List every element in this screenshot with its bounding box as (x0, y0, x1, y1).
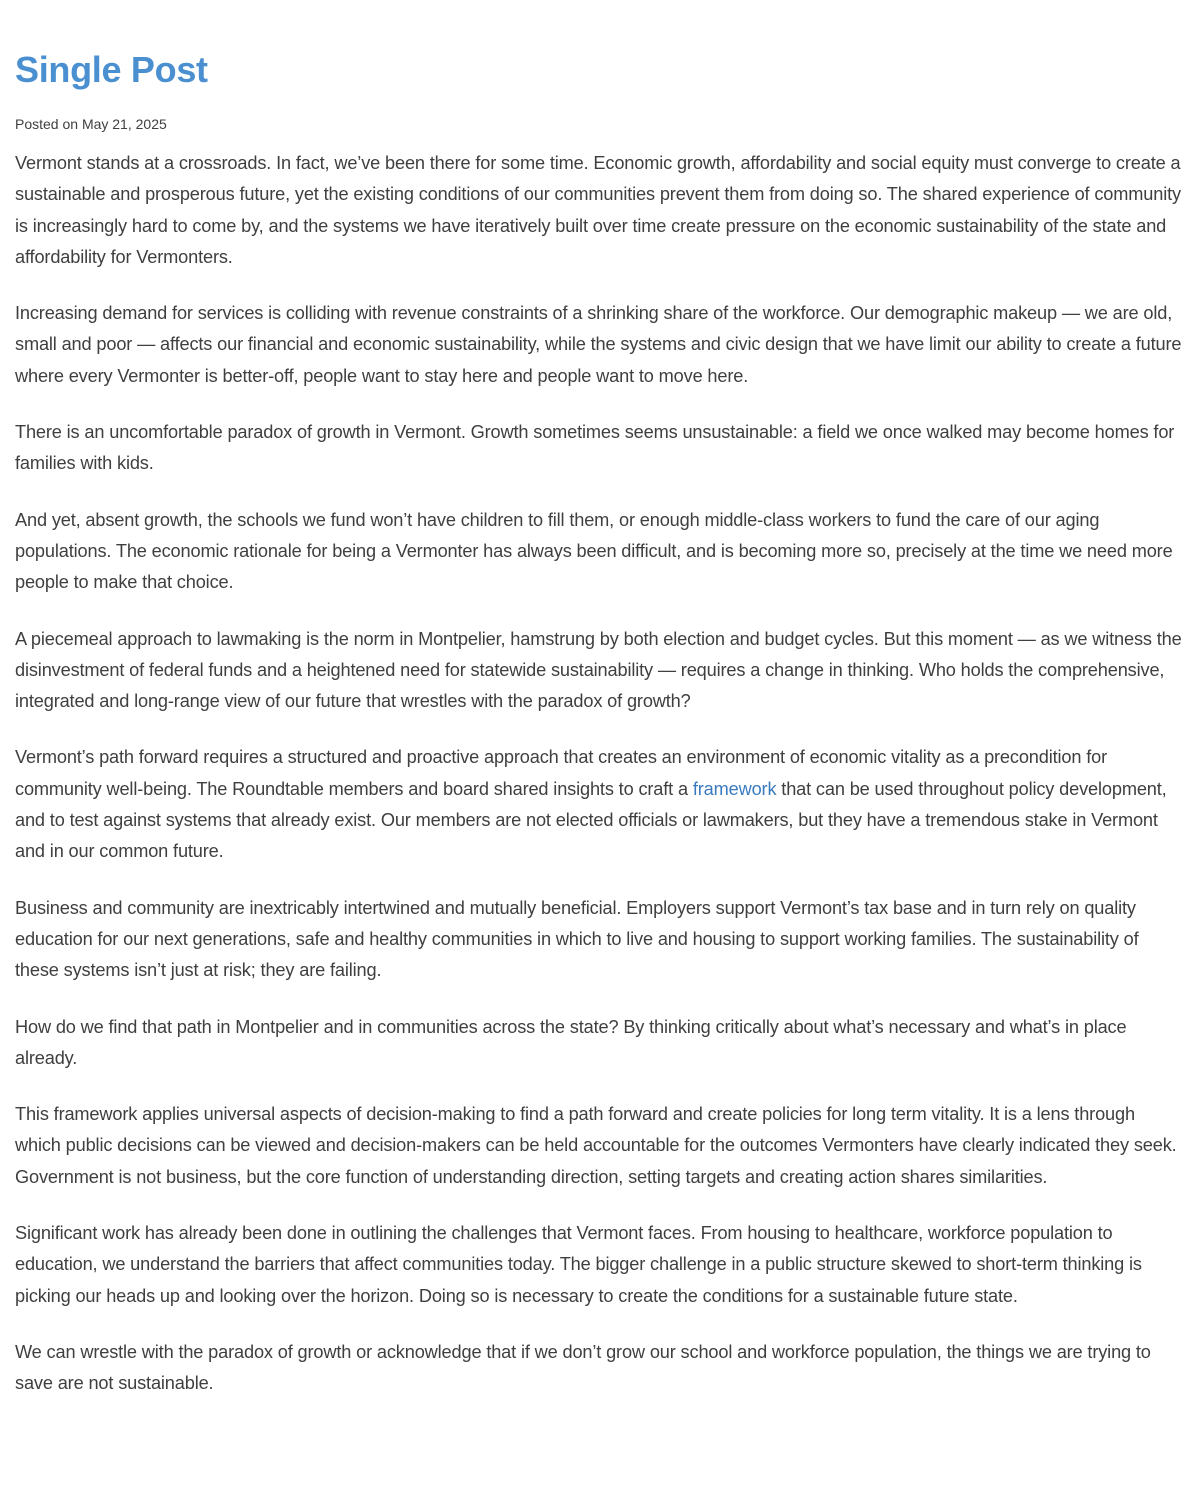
post-body (15, 148, 1185, 1400)
paragraph-6-framework (15, 742, 1185, 867)
framework-link[interactable]: framework (692, 778, 777, 799)
paragraph-7: Business and community are inextricably intertwined and mutually beneficial. Employers support Vermont’s tax base and in turn rely on quality education for our next generations, safe and healthy communities in which to live and housing to support working families. The sustainability of these systems isn’t just at risk; they are failing. (15, 897, 1139, 981)
framework-text-before: Vermont’s path forward requires a structured and proactive approach that creates an environment of economic vitality as a precondition for community well-being. The Roundtable members and board shared insights to craft a (15, 747, 1108, 799)
paragraph-2: Increasing demand for services is colliding with revenue constraints of a shrinking share of the workforce. Our demographic makeup — we are old, small and poor — affects our financial and economic sustainability, while the systems and civic design that we have limit our ability to create a future where every Vermonter is better-off, people want to stay here and people want to move here. (15, 303, 1182, 386)
paragraph-8: How do we find that path in Montpelier and in communities across the state? By thinking critically about what’s necessary and what’s in place already. (15, 1016, 1127, 1068)
paragraph-9: This framework applies universal aspects of decision-making to find a path forward and create policies for long term vitality. It is a lens through which public decisions can be viewed and decision-makers can be held accountable for the outcomes Vermonters have clearly indicated they seek. Government is not business, but the core function of understanding direction, setting targets and creating action shares similarities. (15, 1104, 1177, 1187)
paragraph-5: A piecemeal approach to lawmaking is the norm in Montpelier, hamstrung by both election and budget cycles. But this moment — as we witness the disinvestment of federal funds and a heightened need for statewide sustainability — requires a change in thinking. Who holds the comprehensive, integrated and long-range view of our future that wrestles with the paradox of growth? (15, 628, 1182, 712)
paragraph-3: There is an uncomfortable paradox of growth in Vermont. Growth sometimes seems unsustainable: a field we once walked may become homes for families with kids. (15, 422, 1175, 474)
page-title: Single Post (15, 49, 208, 90)
framework-text-after: that can be used throughout policy development, and to test against systems that already exist. Our members are not elected officials or lawmakers, but they have a tremendous stake in Vermont and in our common future. (15, 778, 1167, 862)
paragraph-11: We can wrestle with the paradox of growth or acknowledge that if we don’t grow our school and workforce population, the things we are trying to save are not sustainable. (15, 1341, 1151, 1394)
paragraph-10: Significant work has already been done in outlining the challenges that Vermont faces. From housing to healthcare, workforce population to education, we understand the barriers that affect communities today. The bigger challenge in a public structure skewed to short-term thinking is picking our heads up and looking over the horizon. Doing so is necessary to create the conditions for a sustainable future state. (15, 1223, 1142, 1306)
post-date: Posted on May 21, 2025 (15, 116, 167, 132)
paragraph-1: Vermont stands at a crossroads. In fact, we’ve been there for some time. Economic growth, affordability and social equity must converge to create a sustainable and prosperous future, yet the existing conditions of our communities prevent them from doing so. The shared experience of community is increasingly hard to come by, and the systems we have iteratively built over time create pressure on the economic sustainability of the state and affordability for Vermonters. (15, 153, 1181, 267)
paragraph-4: And yet, absent growth, the schools we fund won’t have children to fill them, or enough middle-class workers to fund the care of our aging populations. The economic rationale for being a Vermonter has always been difficult, and is becoming more so, precisely at the time we need more people to make that choice. (15, 509, 1173, 593)
